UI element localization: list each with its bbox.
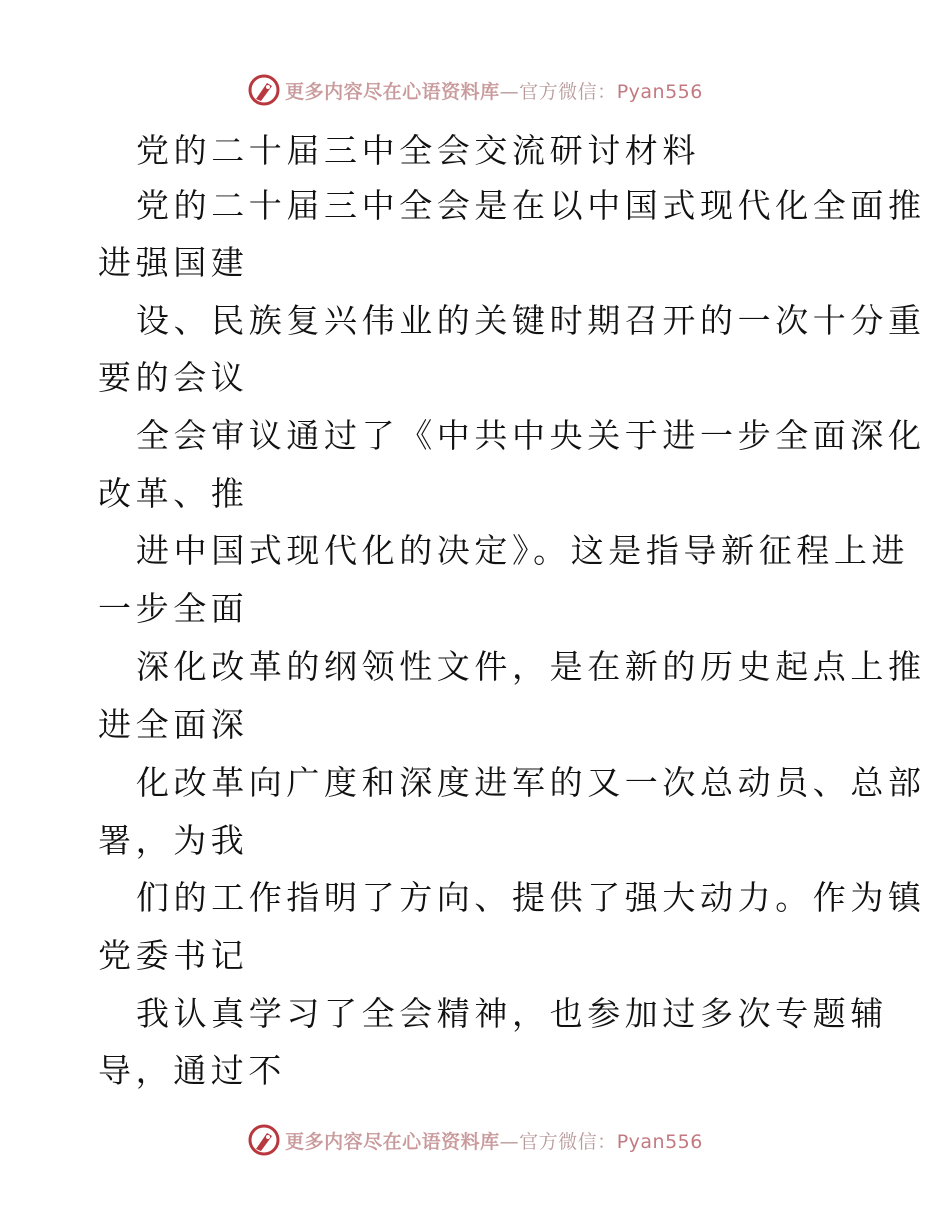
watermark-separator: —: [499, 80, 520, 103]
watermark-text: [285, 77, 703, 104]
footer-watermark: [0, 1120, 950, 1160]
watermark-site: 更多内容尽在心语资料库: [285, 80, 500, 103]
text-line: 进强国建: [98, 243, 249, 282]
watermark-contact-label: 官方微信：: [519, 1130, 617, 1153]
text-line: 党的二十届三中全会是在以中国式现代化全面推: [136, 186, 926, 225]
text-line: 要的会议: [98, 358, 249, 397]
header-watermark: [0, 70, 950, 110]
text-line: 我认真学习了全会精神，也参加过多次专题辅: [136, 994, 888, 1033]
text-line: 化改革向广度和深度进军的又一次总动员、总部: [136, 763, 926, 802]
text-line: 党委书记: [98, 936, 249, 975]
watermark-contact-label: 官方微信：: [519, 80, 617, 103]
text-line: 进全面深: [98, 705, 249, 744]
text-line: 们的工作指明了方向、提供了强大动力。作为镇: [136, 878, 926, 917]
text-line: 全会审议通过了《中共中央关于进一步全面深化: [136, 416, 926, 455]
pen-nib-icon: [247, 1123, 281, 1157]
watermark-contact-id: Pyan556: [616, 1130, 703, 1153]
watermark-separator: —: [499, 1130, 520, 1153]
text-line: 深化改革的纲领性文件，是在新的历史起点上推: [136, 647, 926, 686]
watermark-contact-id: Pyan556: [616, 80, 703, 103]
watermark-text: [285, 1127, 703, 1154]
text-line: 改革、推: [98, 474, 249, 513]
text-line: 导，通过不: [98, 1051, 286, 1090]
text-line: 一步全面: [98, 589, 249, 628]
pen-nib-icon: [247, 73, 281, 107]
watermark-site: 更多内容尽在心语资料库: [285, 1130, 500, 1153]
text-line: 署，为我: [98, 821, 249, 860]
document-title: 党的二十届三中全会交流研讨材料: [136, 131, 700, 170]
text-line: 进中国式现代化的决定》。这是指导新征程上进: [136, 531, 910, 570]
text-line: 设、民族复兴伟业的关键时期召开的一次十分重: [136, 301, 926, 340]
